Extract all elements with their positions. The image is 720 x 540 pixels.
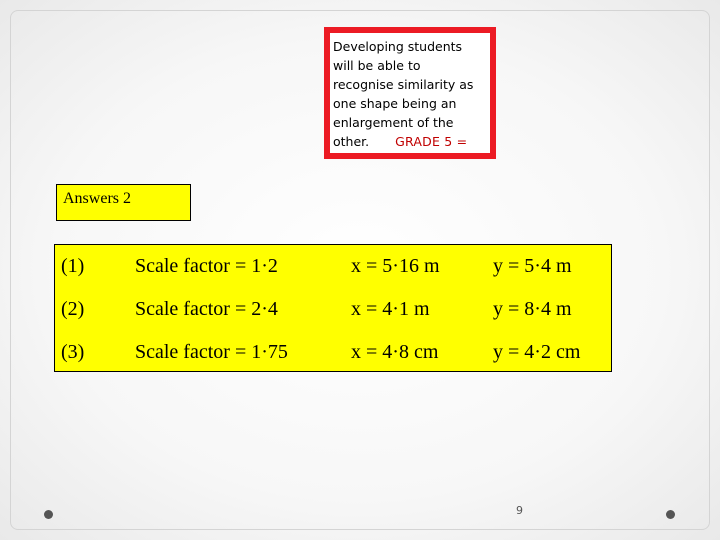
answers-title: Answers 2 [56, 184, 191, 221]
bullet-dot-right [666, 510, 675, 519]
objective-line: other. [333, 134, 370, 149]
learning-objective-box [324, 27, 496, 159]
objective-line: Developing students [333, 39, 463, 54]
answer-scale-factor: Scale factor = 1·2 [135, 255, 278, 277]
answer-number: (1) [61, 255, 85, 277]
objective-line: one shape being an [333, 96, 457, 111]
answer-row [55, 298, 611, 338]
answer-number: (3) [61, 341, 85, 363]
objective-line: will be able to [333, 58, 421, 73]
answer-x: x = 4·8 cm [351, 341, 439, 363]
answer-scale-factor: Scale factor = 2·4 [135, 298, 278, 320]
answer-row [55, 341, 611, 381]
objective-line: enlargement of the [333, 115, 454, 130]
answer-y: y = 5·4 m [493, 255, 572, 277]
page-number: 9 [516, 504, 523, 517]
grade-label: GRADE 5 = [395, 134, 468, 149]
answer-row [55, 255, 611, 295]
bullet-dot-left [44, 510, 53, 519]
answer-x: x = 4·1 m [351, 298, 430, 320]
objective-line: recognise similarity as [333, 77, 474, 92]
answer-y: y = 4·2 cm [493, 341, 581, 363]
objective-last-line [333, 132, 488, 151]
answer-y: y = 8·4 m [493, 298, 572, 320]
answers-table [54, 244, 612, 372]
answer-scale-factor: Scale factor = 1·75 [135, 341, 288, 363]
answer-number: (2) [61, 298, 85, 320]
answer-x: x = 5·16 m [351, 255, 440, 277]
